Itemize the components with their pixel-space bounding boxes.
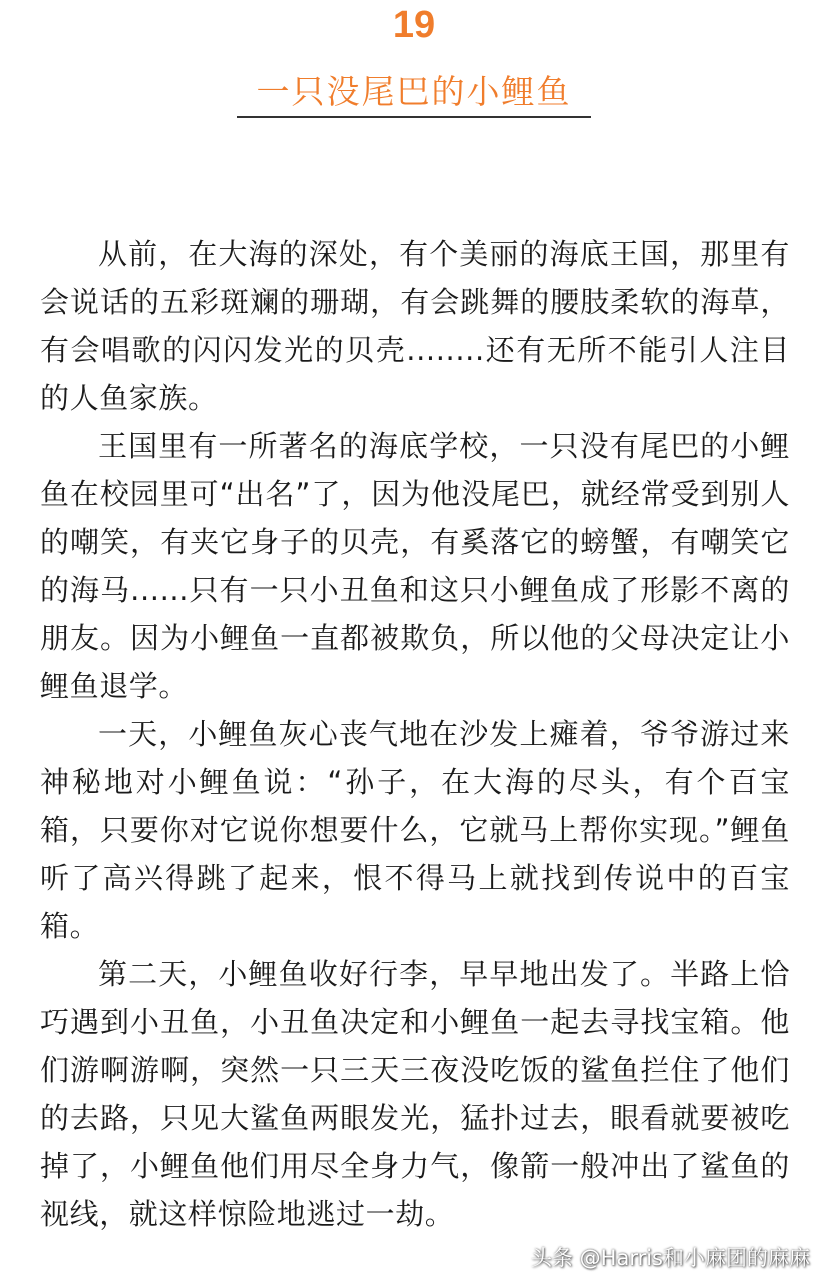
chapter-number-text: 19: [383, 2, 445, 48]
title-underline: [237, 116, 591, 118]
chapter-number: [0, 2, 828, 48]
story-paragraph: 一天，小鲤鱼灰心丧气地在沙发上瘫着，爷爷游过来神秘地对小鲤鱼说：“孙子，在大海的尽头，有个百宝箱，只要你对它说你想要什么，它就马上帮你实现。”鲤鱼听了高兴得跳了起来，恨不得马上就找到传说中的百宝箱。: [40, 717, 790, 943]
chapter-title: 一只没尾巴的小鲤鱼: [256, 72, 572, 111]
watermark: 头条 @Harris和小麻团的麻麻: [530, 1246, 810, 1270]
story-body: [40, 230, 790, 1238]
story-paragraph: 第二天，小鲤鱼收好行李，早早地出发了。半路上恰巧遇到小丑鱼，小丑鱼决定和小鲤鱼一起去寻找宝箱。他们游啊游啊，突然一只三天三夜没吃饭的鲨鱼拦住了他们的去路，只见大鲨鱼两眼发光，猛扑过去，眼看就要被吃掉了，小鲤鱼他们用尽全身力气，像箭一般冲出了鲨鱼的视线，就这样惊险地逃过一劫。: [40, 957, 790, 1231]
story-paragraph: 王国里有一所著名的海底学校，一只没有尾巴的小鲤鱼在校园里可“出名”了，因为他没尾巴，就经常受到别人的嘲笑，有夹它身子的贝壳，有奚落它的螃蟹，有嘲笑它的海马......只有一只小丑鱼和这只小鲤鱼成了形影不离的朋友。因为小鲤鱼一直都被欺负，所以他的父母决定让小鲤鱼退学。: [40, 429, 790, 703]
story-paragraph: 从前，在大海的深处，有个美丽的海底王国，那里有会说话的五彩斑斓的珊瑚，有会跳舞的腰肢柔软的海草，有会唱歌的闪闪发光的贝壳........还有无所不能引人注目的人鱼家族。: [40, 237, 790, 415]
